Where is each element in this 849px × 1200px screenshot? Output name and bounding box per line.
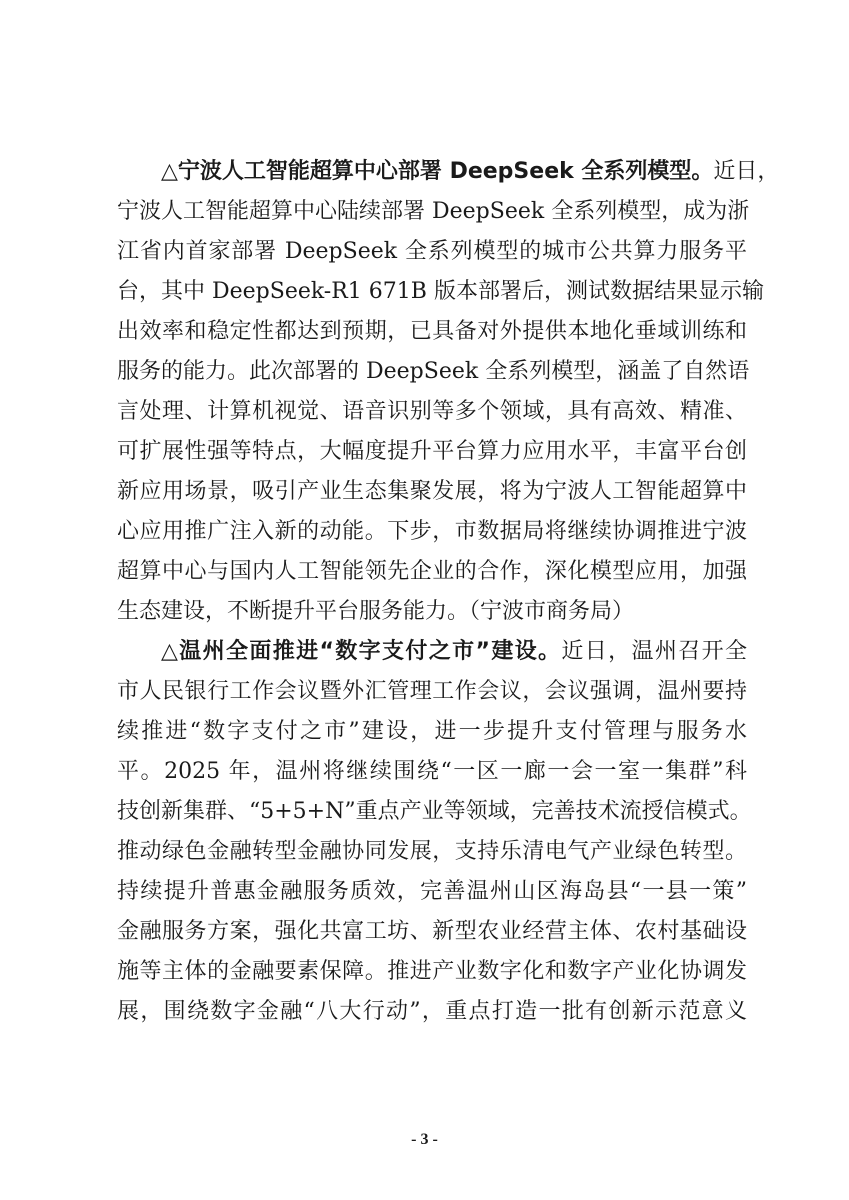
article-2-line: 技创新集群、“5+5+N”重点产业等领域，完善技术流授信模式。	[117, 799, 752, 824]
article-2-heading: △温州全面推进“数字支付之市”建设。	[161, 639, 562, 664]
page-number: - 3 -	[411, 1131, 438, 1148]
article-1-line: 言处理、计算机视觉、语音识别等多个领域，具有高效、精准、	[117, 399, 747, 424]
article-2-line: 续推进“数字支付之市”建设，进一步提升支付管理与服务水	[117, 719, 747, 744]
article-1-line: 可扩展性强等特点，大幅度提升平台算力应用水平，丰富平台创	[117, 439, 747, 464]
article-1-line: 心应用推广注入新的动能。下步，市数据局将继续协调推进宁波	[117, 519, 747, 544]
article-1-line: 江省内首家部署 DeepSeek 全系列模型的城市公共算力服务平	[117, 239, 747, 264]
article-2-line: 施等主体的金融要素保障。推进产业数字化和数字产业化协调发	[117, 959, 747, 984]
article-2-line: 金融服务方案，强化共富工坊、新型农业经营主体、农村基础设	[117, 919, 747, 944]
document-body	[117, 152, 780, 1032]
article-1-lead: 近日，	[713, 159, 780, 184]
article-2-line: 持续提升普惠金融服务质效，完善温州山区海岛县“一县一策”	[117, 879, 747, 904]
article-1-line: 出效率和稳定性都达到预期，已具备对外提供本地化垂域训练和	[117, 319, 747, 344]
article-1-line: 宁波人工智能超算中心陆续部署 DeepSeek 全系列模型，成为浙	[117, 199, 750, 224]
article-2-lead: 近日，温州召开全	[561, 639, 747, 664]
article-2-line: 市人民银行工作会议暨外汇管理工作会议，会议强调，温州要持	[117, 679, 747, 704]
article-1-line: 超算中心与国内人工智能领先企业的合作，深化模型应用，加强	[117, 559, 747, 584]
article-2-first-line	[117, 632, 747, 672]
article-2-line: 平。2025 年，温州将继续围绕“一区一廊一会一室一集群”科	[117, 759, 747, 784]
article-1-line: 台，其中 DeepSeek-R1 671B 版本部署后，测试数据结果显示输	[117, 279, 764, 304]
article-2-line: 推动绿色金融转型金融协同发展，支持乐清电气产业绿色转型。	[117, 839, 747, 864]
article-1-line: 生态建设，不断提升平台服务能力。（宁波市商务局）	[117, 599, 635, 624]
article-2-line: 展，围绕数字金融“八大行动”，重点打造一批有创新示范意义	[117, 999, 747, 1024]
article-1-line: 服务的能力。此次部署的 DeepSeek 全系列模型，涵盖了自然语	[117, 359, 750, 384]
article-1-first-line	[117, 152, 780, 192]
article-1-line: 新应用场景，吸引产业生态集聚发展，将为宁波人工智能超算中	[117, 479, 747, 504]
article-1-heading: △宁波人工智能超算中心部署 DeepSeek 全系列模型。	[161, 159, 714, 184]
